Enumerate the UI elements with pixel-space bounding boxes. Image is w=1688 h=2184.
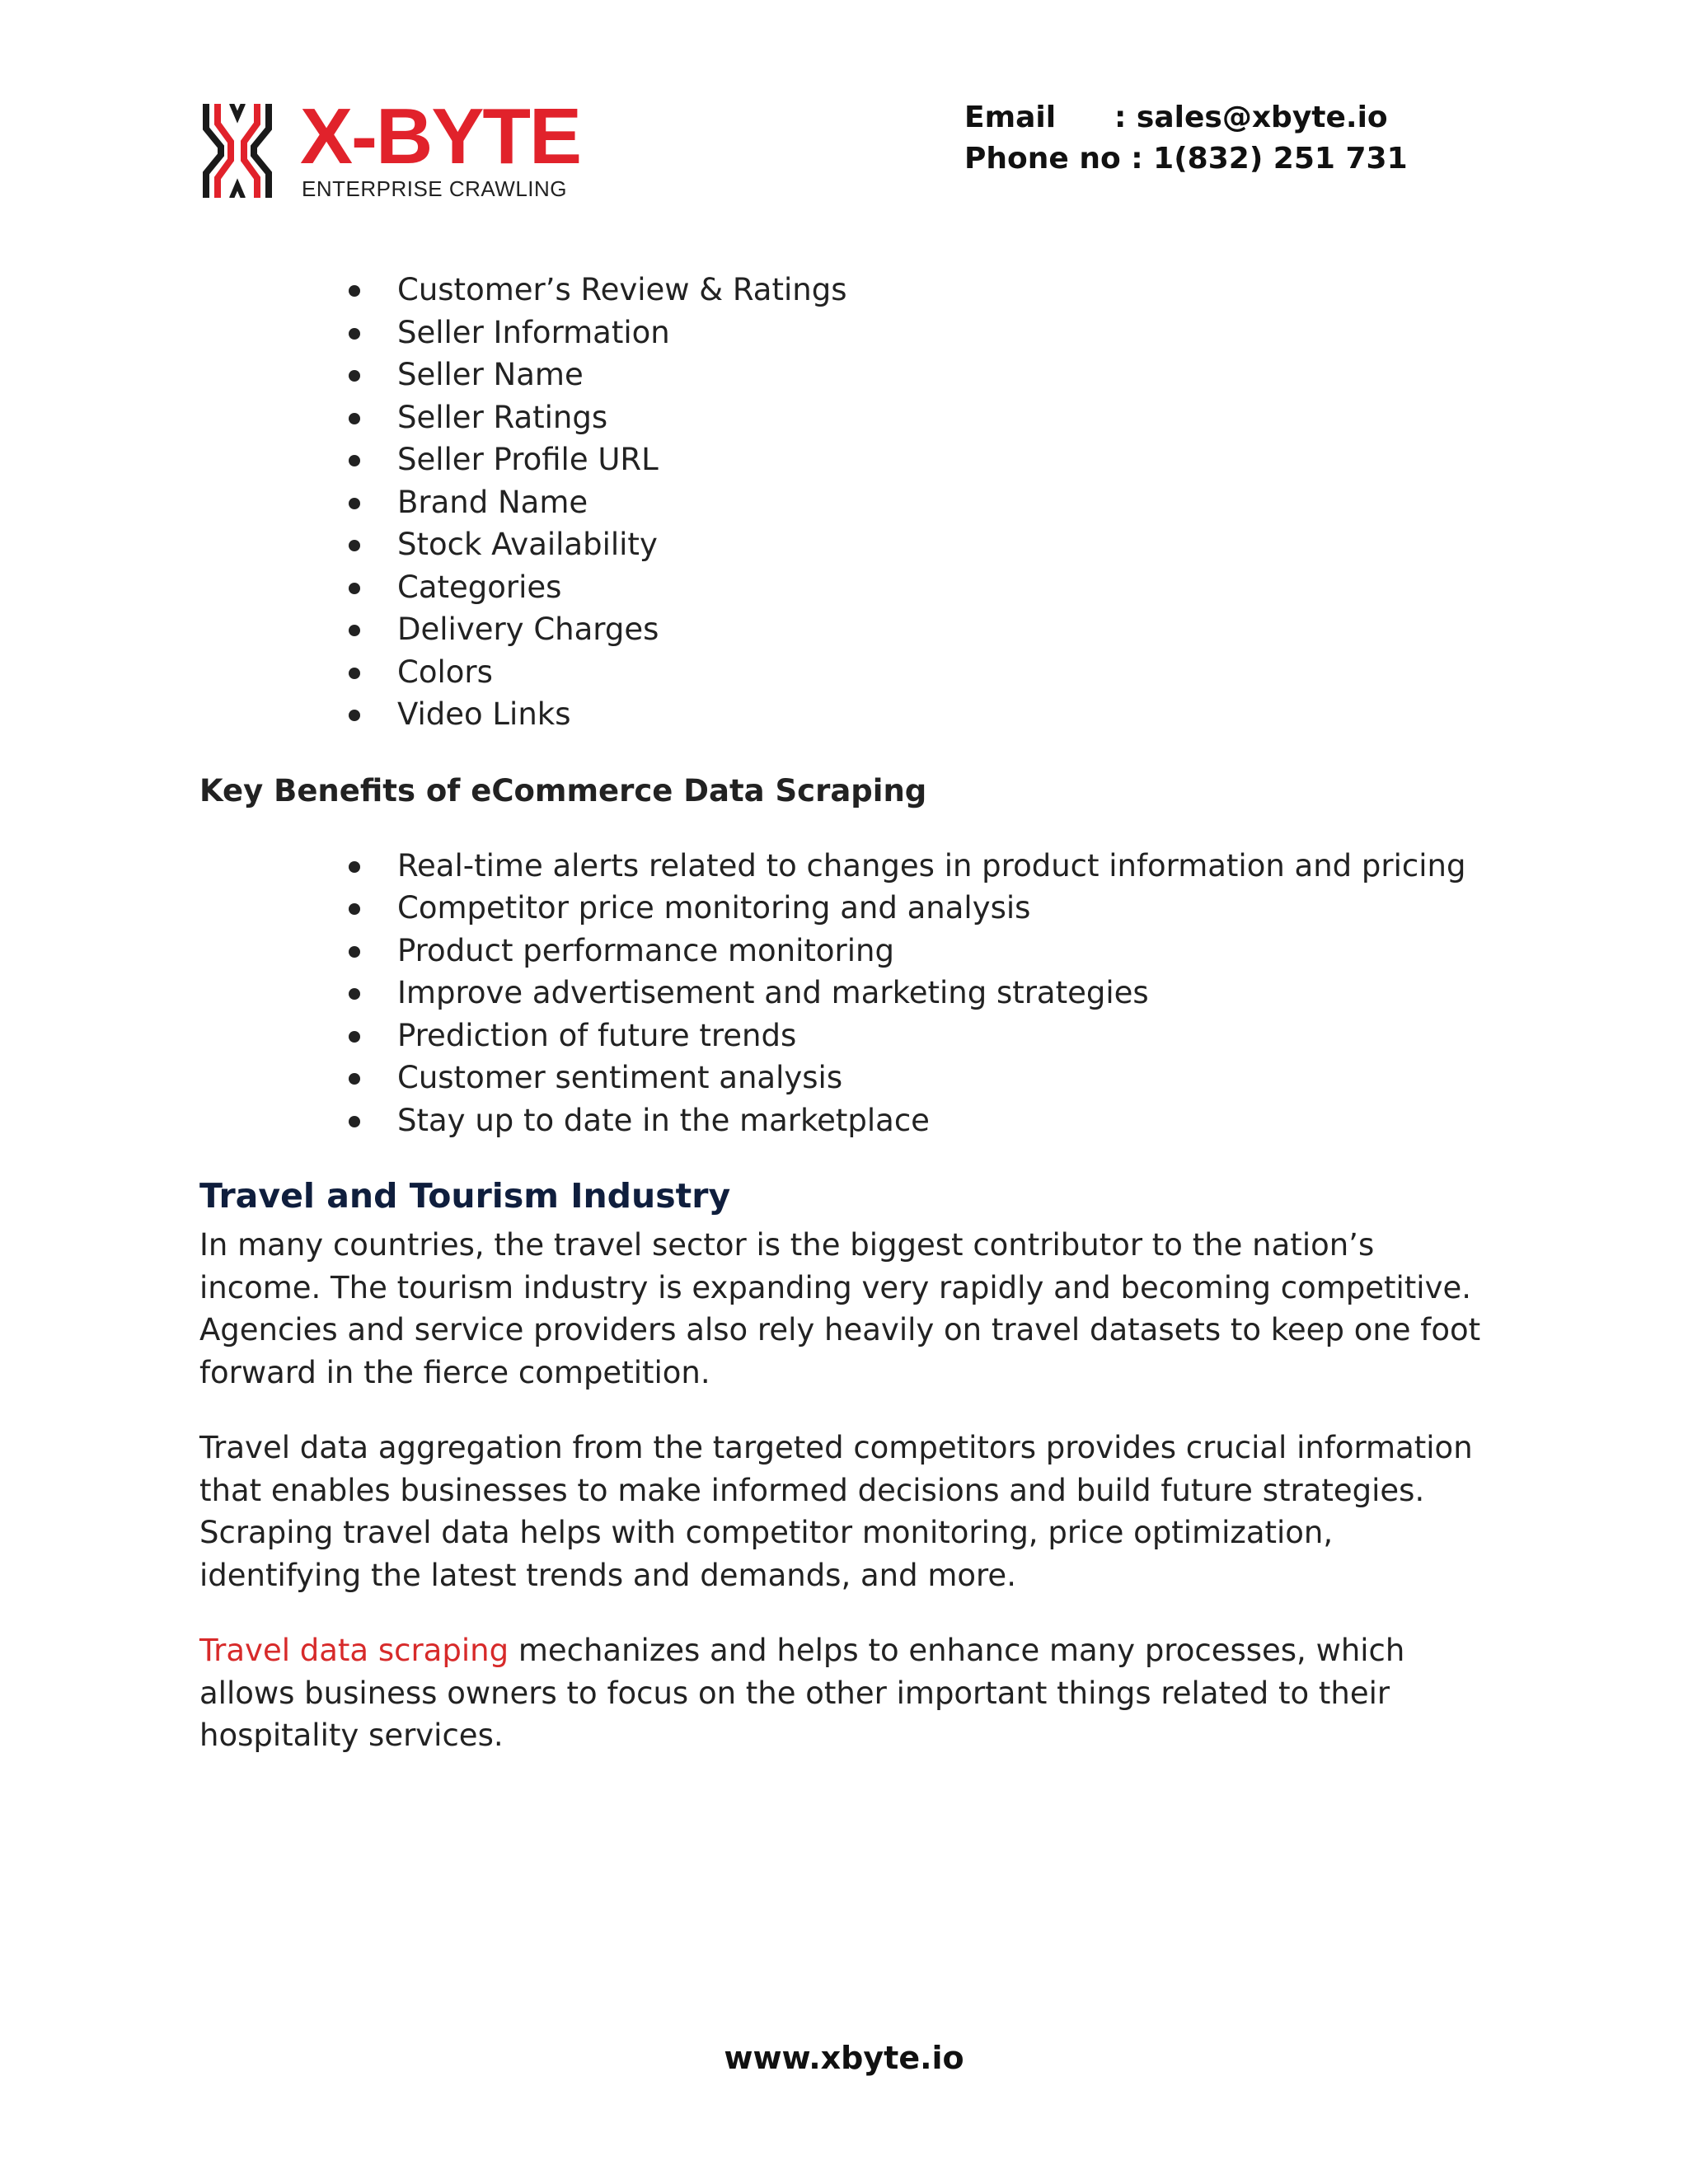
bullet-dot-icon (349, 946, 360, 958)
travel-paragraph-1: In many countries, the travel sector is the biggest contributor to the nation’s income. The tourism industry is expanding very rapidly and becoming competitive. Agencies and service providers also rely heavily on travel datasets to keep one foot forward in the fierce competition. (199, 1227, 1481, 1390)
email-row (964, 97, 1408, 138)
bullet-dot-icon (349, 370, 360, 382)
list-item: Categories (199, 566, 1502, 609)
bullet-dot-icon (349, 668, 360, 679)
list-item: Customer’s Review & Ratings (199, 269, 1502, 312)
list-item: Stay up to date in the marketplace (199, 1099, 1502, 1142)
travel-paragraph-2: Travel data aggregation from the targeted competitors provides crucial information that enables businesses to make informed decisions and build future strategies. Scraping travel data helps with competitor monitoring, price optimization, identifying the latest trends and demands, and more. (199, 1430, 1473, 1593)
list-item: Seller Profile URL (199, 438, 1502, 481)
benefits-list (199, 845, 1502, 1142)
list-item: Video Links (199, 693, 1502, 736)
website-link[interactable]: www.xbyte.io (724, 2040, 964, 2076)
phone-row (964, 138, 1408, 180)
main-content (199, 269, 1502, 1757)
list-item: Seller Information (199, 312, 1502, 354)
list-item: Seller Ratings (199, 396, 1502, 439)
list-item: Delivery Charges (199, 608, 1502, 651)
data-fields-list (199, 269, 1502, 736)
footer-website (0, 2037, 1688, 2079)
bullet-dot-icon (349, 413, 360, 424)
list-item: Prediction of future trends (199, 1015, 1502, 1057)
benefits-heading: Key Benefits of eCommerce Data Scraping (199, 772, 927, 808)
bullet-dot-icon (349, 285, 360, 297)
bullet-dot-icon (349, 710, 360, 721)
bullet-dot-icon (349, 583, 360, 594)
bullet-dot-icon (349, 328, 360, 340)
bullet-dot-icon (349, 1073, 360, 1085)
list-item: Competitor price monitoring and analysis (199, 887, 1502, 930)
bullet-dot-icon (349, 455, 360, 466)
logo-tagline: ENTERPRISE CRAWLING (302, 176, 568, 201)
logo-wordmark: X-BYTE (300, 92, 581, 180)
bullet-dot-icon (349, 625, 360, 636)
email-label: Email (964, 101, 1057, 134)
bullet-dot-icon (349, 903, 360, 915)
list-item: Brand Name (199, 481, 1502, 524)
bullet-dot-icon (349, 498, 360, 509)
list-item: Customer sentiment analysis (199, 1057, 1502, 1099)
list-item: Real-time alerts related to changes in product information and pricing (199, 845, 1502, 888)
x-byte-logo (203, 92, 590, 201)
list-item: Colors (199, 651, 1502, 694)
list-item: Stock Availability (199, 523, 1502, 566)
travel-paragraph-3: Travel data scraping mechanizes and helps to enhance many processes, which allows business owners to focus on the other important things related to their hospitality services. (199, 1633, 1405, 1753)
email-value[interactable]: : sales@xbyte.io (1114, 101, 1388, 134)
travel-data-scraping-link[interactable]: Travel data scraping (199, 1633, 509, 1668)
list-item: Product performance monitoring (199, 930, 1502, 972)
list-item: Seller Name (199, 354, 1502, 396)
bullet-dot-icon (349, 1116, 360, 1127)
phone-value[interactable]: : 1(832) 251 731 (1131, 142, 1408, 176)
bullet-dot-icon (349, 1031, 360, 1043)
bullet-dot-icon (349, 540, 360, 551)
bullet-dot-icon (349, 988, 360, 1000)
x-byte-logo-icon (203, 104, 272, 198)
contact-info (964, 97, 1408, 180)
bullet-dot-icon (349, 861, 360, 873)
phone-label: Phone no (964, 142, 1121, 176)
travel-section-title: Travel and Tourism Industry (199, 1176, 731, 1216)
list-item: Improve advertisement and marketing strategies (199, 972, 1502, 1015)
